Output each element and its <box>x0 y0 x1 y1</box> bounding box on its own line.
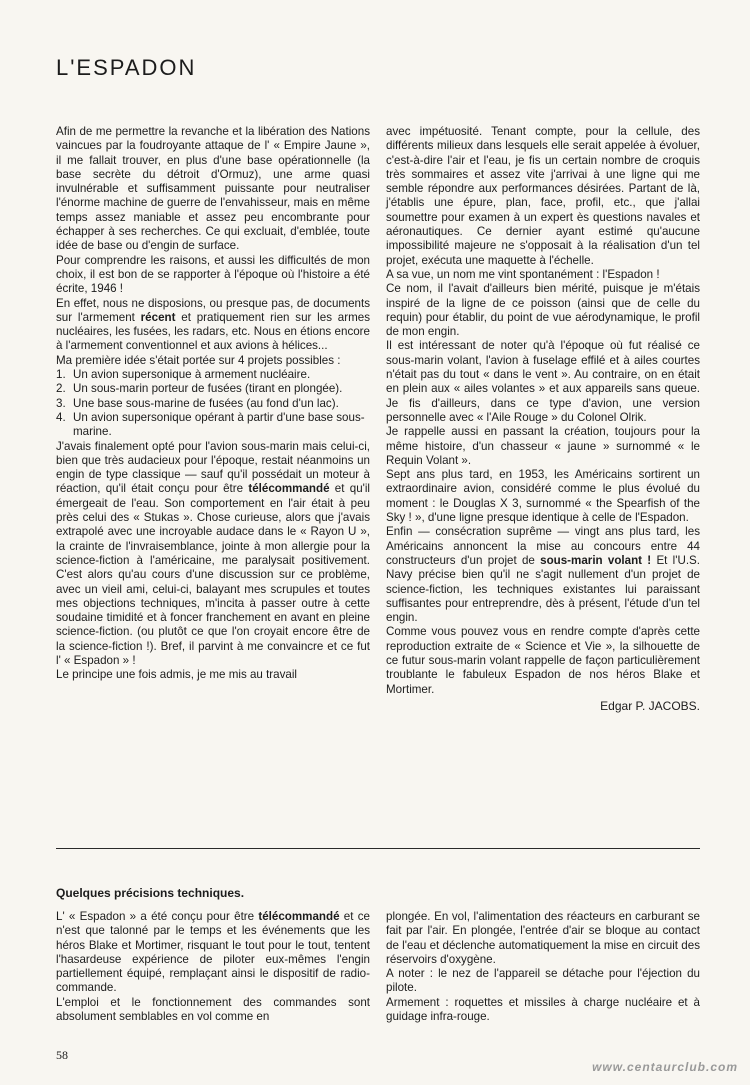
paragraph: Je rappelle aussi en passant la création, toujours pour la même histoire, d'un chasseur « jaune » surnommé « le Requin Volant ». <box>386 425 700 467</box>
bold-term: sous-marin volant ! <box>540 553 652 567</box>
paragraph: Il est intéressant de noter qu'à l'époque où fut réalisé ce sous-marin volant, l'avion à fuselage effilé et à ailes courtes n'était pas du tout « dans le vent ». Au contraire, on en était en plein aux « ailes volantes » et aux appareils sans queue. Je fis d'ailleurs, dans ce type d'avion, une version personnelle avec « l'Aile Rouge » du Colonel Olrik. <box>386 339 700 424</box>
author-signature: Edgar P. JACOBS. <box>600 698 700 713</box>
bold-term: télécommandé <box>258 910 340 923</box>
paragraph: Armement : roquettes et missiles à charge nucléaire et à guidage infra-rouge. <box>386 995 700 1024</box>
paragraph: A sa vue, un nom me vint spontanément : l'Espadon ! <box>386 267 660 281</box>
paragraph <box>56 440 370 669</box>
paragraph <box>56 910 370 996</box>
list-item <box>56 368 370 382</box>
paragraph: plongée. En vol, l'alimentation des réacteurs en carburant se fait par l'air. En plongée, l'entrée d'air se bloque au contact de l'eau et déclenche automatiquement la mise en circuit des réservoirs d'oxygène. <box>386 910 700 966</box>
article-column-right <box>386 125 700 713</box>
tech-column-left <box>56 910 370 1024</box>
section-divider <box>56 848 700 849</box>
paragraph <box>56 297 370 354</box>
text-run: et ce n'est que talonné par le temps et les événements que les héros Blake et Mortimer, risquant le tout pour le tout, tentent l'hasardeuse expérience de piloter eux-mêmes l'engin partiellement équipé, remplaçant ainsi le dispositif de radio-commande. <box>56 910 370 995</box>
list-text: Un avion supersonique à armement nucléaire. <box>73 368 311 382</box>
watermark: www.centaurclub.com <box>592 1060 738 1074</box>
list-text: Une base sous-marine de fusées (au fond d'un lac). <box>73 396 339 410</box>
section-title: Quelques précisions techniques. <box>56 886 245 900</box>
list-item <box>56 397 370 411</box>
paragraph: Comme vous pouvez vous en rendre compte d'après cette reproduction extraite de « Science et Vie », la silhouette de ce futur sous-marin volant rappelle de façon particulièrement troublante le fabuleux Espadon de nos héros Blake et Mortimer. <box>386 625 700 696</box>
list-item <box>56 411 370 440</box>
text-run: Enfin — consécration suprême — vingt ans plus tard, les Américains annoncent la mise au concours entre 44 constructeurs d'un projet de <box>386 525 700 567</box>
article-title: L'ESPADON <box>56 54 197 80</box>
page-number: 58 <box>56 1048 68 1062</box>
text-run: L' « Espadon » a été conçu pour être <box>56 910 259 923</box>
text-run: et pratiquement rien sur les armes nucléaires, les fusées, les radars, etc. Nous en étions encore à l'armement conventionnel et aux avions à hélices... <box>56 310 370 353</box>
tech-column-right <box>386 910 700 1024</box>
paragraph: Le principe une fois admis, je me mis au travail <box>56 668 298 682</box>
text-run: J'avais finalement opté pour l'avion sous-marin mais celui-ci, bien que très audacieux pour l'époque, restait néanmoins un engin de type classique — sauf qu'il possédait un moteur à réaction, qu'il était conçu pour être <box>56 439 370 496</box>
paragraph: Sept ans plus tard, en 1953, les Américains sortirent un extraordinaire avion, considéré comme le plus évolué du moment : le Douglas X 3, surnommé « the Spearfish of the Sky ! », d'une ligne presque identique à celle de l'Espadon. <box>386 468 700 525</box>
paragraph <box>386 525 700 625</box>
list-number: 3. <box>56 396 66 410</box>
list-number: 1. <box>56 368 66 382</box>
text-run: Et l'U.S. Navy précise bien qu'il ne s'agit nullement d'un projet de science-fiction, les techniques existantes lui paraissant suffisantes pour entreprendre, dès à présent, l'étude d'un tel engin. <box>386 553 701 625</box>
bold-term: télécommandé <box>248 482 330 496</box>
paragraph: Ma première idée s'était portée sur 4 projets possibles : <box>56 353 341 367</box>
article-column-left <box>56 125 370 683</box>
list-text: Un avion supersonique opérant à partir d'une base sous-marine. <box>73 410 365 439</box>
paragraph: avec impétuosité. Tenant compte, pour la cellule, des différents milieux dans lesquels elle serait appelée à évoluer, c'est-à-dire l'air et l'eau, je fis un certain nombre de croquis très sommaires et assez vite j'arrivai à une ligne qui me semble répondre aux performances désirées. Partant de là, j'établis une épure, plan, face, profil, etc., que j'allai soumettre pour examen à un expert ès questions navales et aéronautiques. Ce dernier ayant estimé qu'aucune impossibilité majeure ne s'opposait à la réalisation d'un tel projet, exécuta une maquette à l'échelle. <box>386 125 700 267</box>
text-run: et qu'il émergeait de l'eau. Son comportement en l'air était à peu près celui des « Stukas ». Chose curieuse, alors que j'avais extrapolé avec une incroyable audace dans le « Rayon U », la crainte de l'invraisemblance, jointe à mon allergie pour la science-fiction à l'américaine, me paralysait positivement. C'est alors qu'au cours d'une discussion sur ce problème, avec un vieil ami, celui-ci, balayant mes scrupules et toutes mes objections techniques, m'incita à passer outre à cette soudaine timidité et à foncer franchement en avant en pleine science-fiction. (ou plutôt ce que l'on croyait encore être de la science-fiction !). Bref, il parvint à me convaincre et ce fut l' « Espadon » ! <box>56 482 371 667</box>
list-number: 2. <box>56 382 66 396</box>
paragraph: A noter : le nez de l'appareil se détache pour l'éjection du pilote. <box>386 967 700 995</box>
list-number: 4. <box>56 410 66 424</box>
list-item <box>56 382 370 396</box>
paragraph: Afin de me permettre la revanche et la libération des Nations vaincues par la foudroyante attaque de l' « Empire Jaune », il me fallait trouver, en plus d'une base opérationnelle (la base secrète du détroit d'Ormuz), une arme quasi invulnérable et suffisamment puissante pour neutraliser l'énorme machine de guerre de l'envahisseur, mais en même temps assez maniable et assez peu encombrante pour échapper à ses recherches. Ce qui excluait, d'emblée, toute idée de base ou d'engin de surface. <box>56 125 370 253</box>
text-run: En effet, nous ne disposions, ou presque pas, de documents sur l'armement <box>56 296 370 324</box>
paragraph: Pour comprendre les raisons, et aussi les difficultés de mon choix, il est bon de se rapporter à l'époque où l'histoire a été écrite, 1946 ! <box>56 253 370 296</box>
paragraph: Ce nom, il l'avait d'ailleurs bien mérité, puisque je m'étais inspiré de la ligne de ce poisson (ainsi que de celle du requin) pour établir, du point de vue aérodynamique, le profil de mon engin. <box>386 282 700 339</box>
projects-list <box>56 368 370 439</box>
bold-term: récent <box>140 310 176 324</box>
paragraph: L'emploi et le fonctionnement des commandes sont absolument semblables en vol comme en <box>56 995 370 1024</box>
list-text: Un sous-marin porteur de fusées (tirant en plongée). <box>73 382 343 396</box>
